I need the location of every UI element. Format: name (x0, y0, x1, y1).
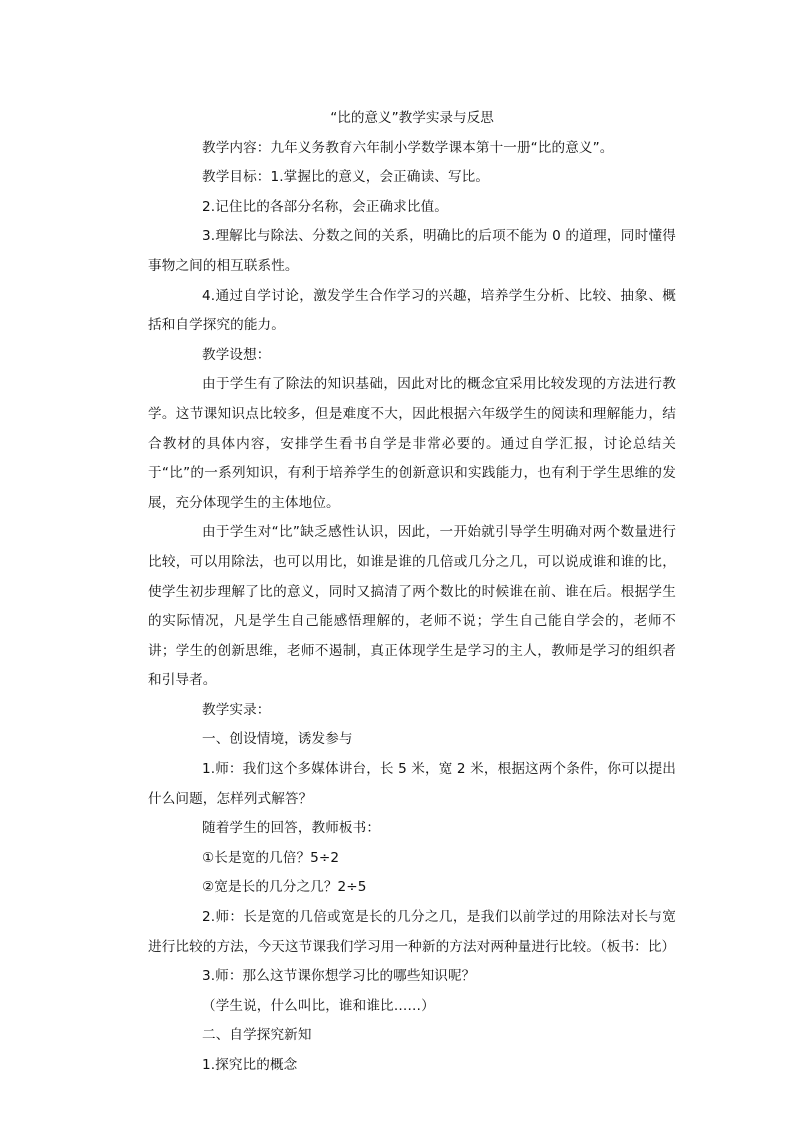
section-heading-part-one: 一、创设情境，诱发参与 (202, 731, 353, 748)
paragraph-teaching-goal-3: 3.理解比与除法、分数之间的关系，明确比的后项不能为 0 的道理，同时懂得事物之间的相互联系性。 (148, 228, 676, 274)
document-body (148, 104, 676, 1081)
paragraph-record-2: 2.师：长是宽的几倍或宽是长的几分之几，是我们以前学过的用除法对长与宽进行比较的方法，今天这节课我们学习用一种新的方法对两种量进行比较。（板书：比） (148, 909, 676, 955)
paragraph-teaching-goal-2: 2.记住比的各部分名称，会正确求比值。 (202, 198, 448, 215)
paragraph-teaching-goal-4: 4.通过自学讨论，激发学生合作学习的兴趣，培养学生分析、比较、抽象、概括和自学探究的能力。 (148, 287, 676, 334)
document-title: “比的意义”教学实录与反思 (330, 110, 494, 126)
paragraph-design-1: 由于学生有了除法的知识基础，因此对比的概念宜采用比较发现的方法进行教学。这节课知识点比较多，但是难度不大，因此根据六年级学生的阅读和理解能力，结合教材的具体内容，安排学生看书自学是非常必要的。通过自学汇报，讨论总结关于“比”的一系列知识，有利于培养学生的创新意识和实践能力，也有利于学生思维的发展，充分体现学生的主体地位。 (148, 376, 676, 511)
paragraph-record-1: 1.师：我们这个多媒体讲台，长 5 米，宽 2 米，根据这两个条件，你可以提出什么问题，怎样列式解答？ (148, 761, 676, 807)
paragraph-explore-concept: 1.探究比的概念 (202, 1057, 298, 1073)
paragraph-design-2: 由于学生对“比”缺乏感性认识，因此，一开始就引导学生明确对两个数量进行比较，可以用除法，也可以用比，如谁是谁的几倍或几分之几，可以说成谁和谁的比，使学生初步理解了比的意义，同时又搞清了两个数比的时候谁在前、谁在后。根据学生的实际情况，凡是学生自己能感悟理解的，老师不说；学生自己能自学会的，老师不讲；学生的创新思维，老师不遏制，真正体现学生是学习的主人，教师是学习的组织者和引导者。 (148, 524, 676, 689)
paragraph-record-board-2: ②宽是长的几分之几？2÷5 (202, 879, 367, 896)
paragraph-teaching-goal-1: 教学目标：1.掌握比的意义，会正确读、写比。 (202, 169, 490, 186)
section-heading-part-two: 二、自学探究新知 (202, 1027, 312, 1044)
paragraph-record-student-answer: （学生说，什么叫比，谁和谁比……） (202, 997, 435, 1014)
paragraph-teaching-content: 教学内容：九年义务教育六年制小学数学课本第十一册“比的意义”。 (202, 139, 614, 156)
paragraph-record-board-1: ①长是宽的几倍？5÷2 (202, 849, 340, 866)
paragraph-record-board-intro: 随着学生的回答，教师板书： (202, 820, 381, 837)
section-heading-teaching-design: 教学设想： (202, 346, 271, 363)
section-heading-teaching-record: 教学实录： (202, 701, 271, 718)
paragraph-record-3: 3.师：那么这节课你想学习比的哪些知识呢？ (202, 968, 476, 985)
